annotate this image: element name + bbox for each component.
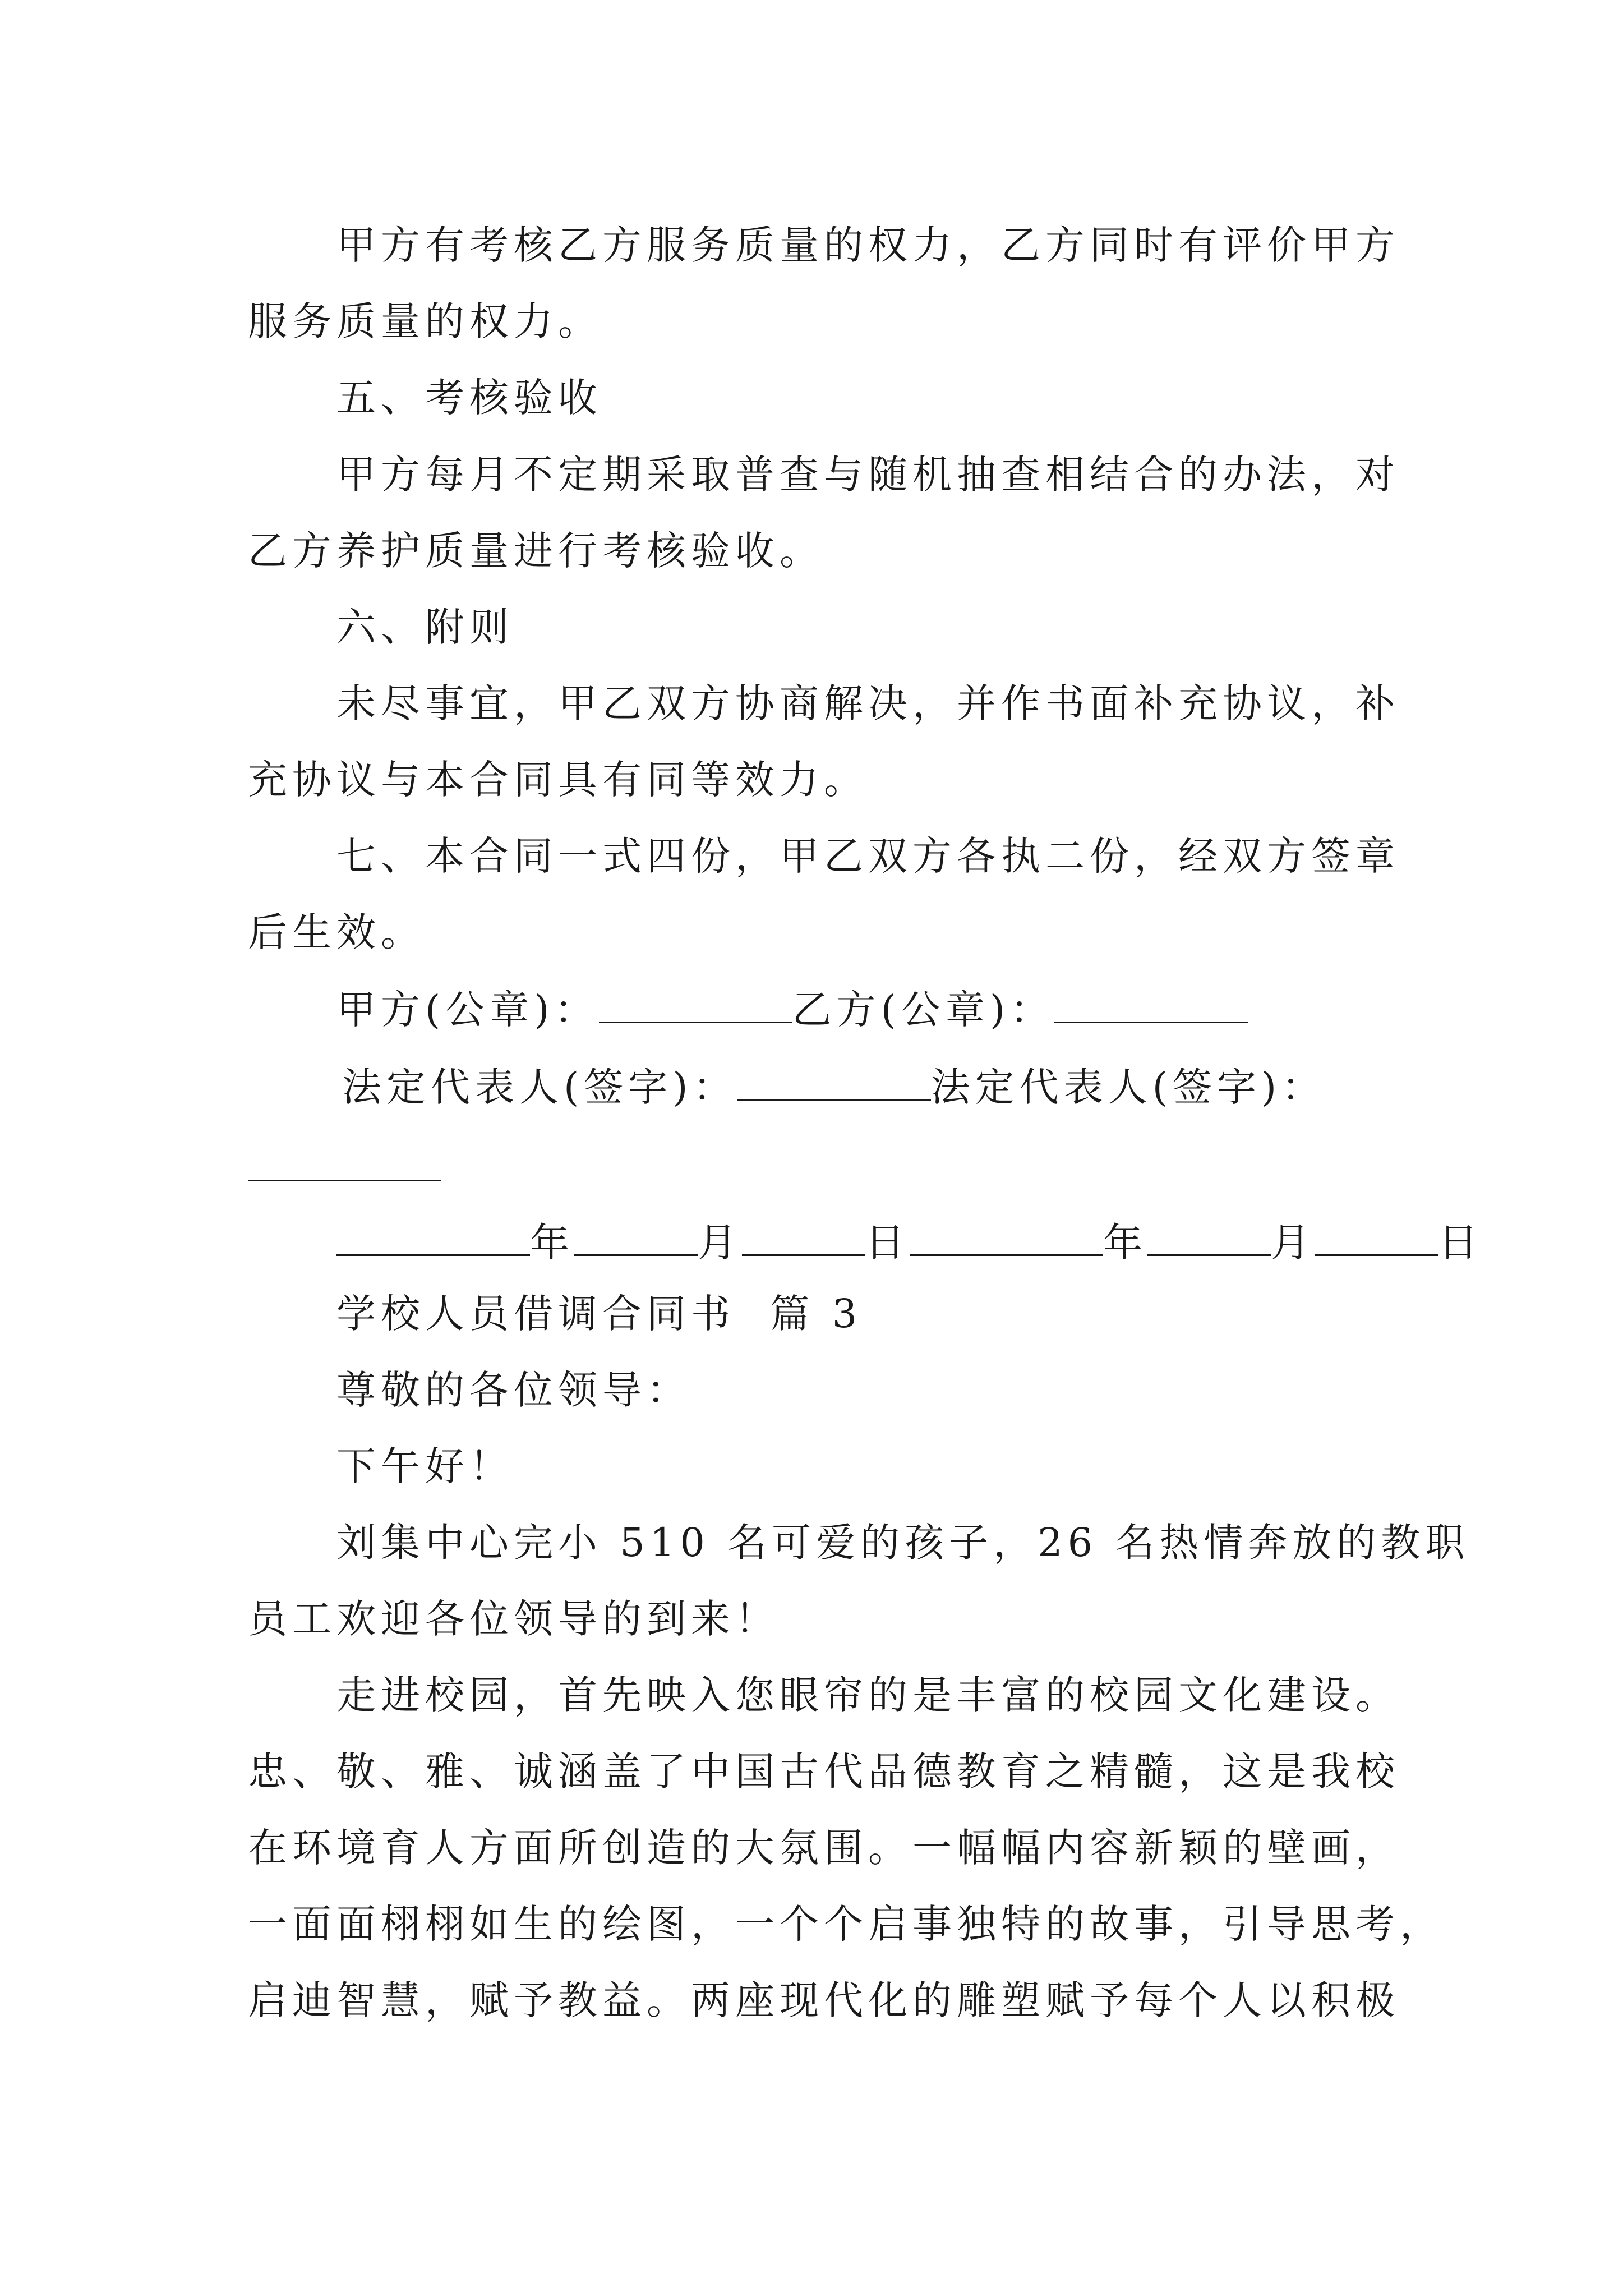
legal-rep-line	[342, 1059, 1326, 1115]
legal-rep-a-label: 法定代表人(签字)：	[342, 1064, 737, 1110]
party-a-seal-blank	[599, 987, 792, 1023]
month-blank-a	[574, 1220, 698, 1256]
year-label-a: 年	[530, 1220, 574, 1266]
seal-line	[336, 982, 1248, 1038]
speech-line: 走进校园，首先映入您眼帘的是丰富的校园文化建设。	[336, 1672, 1400, 1718]
paragraph-line: 甲方每月不定期采取普查与随机抽查相结合的办法，对	[336, 452, 1400, 498]
paragraph-line: 乙方养护质量进行考核验收。	[248, 528, 824, 574]
legal-rep-b-label: 法定代表人(签字)：	[930, 1064, 1326, 1110]
speech-line: 一面面栩栩如生的绘图，一个个启事独特的故事，引导思考，	[248, 1901, 1444, 1947]
day-blank-a	[742, 1220, 865, 1256]
legal-rep-a-blank	[737, 1064, 931, 1101]
paragraph-line: 充协议与本合同具有同等效力。	[248, 757, 868, 803]
month-label-b: 月	[1271, 1220, 1315, 1266]
paragraph-line: 未尽事宜，甲乙双方协商解决，并作书面补充协议，补	[336, 680, 1400, 726]
speech-line: 忠、敬、雅、诚涵盖了中国古代品德教育之精髓，这是我校	[248, 1749, 1400, 1795]
year-blank-b	[910, 1220, 1103, 1256]
day-label-b: 日	[1438, 1220, 1483, 1266]
greeting: 尊敬的各位领导：	[336, 1367, 691, 1413]
salutation: 下午好！	[336, 1443, 514, 1489]
month-label-a: 月	[698, 1220, 742, 1266]
section-heading: 五、考核验收	[336, 375, 602, 421]
speech-line: 员工欢迎各位领导的到来！	[248, 1596, 780, 1642]
paragraph-line: 服务质量的权力。	[248, 298, 602, 344]
day-label-a: 日	[865, 1220, 910, 1266]
paragraph-line: 后生效。	[248, 909, 425, 955]
party-b-seal-label: 乙方(公章)：	[792, 987, 1055, 1033]
year-blank-a	[336, 1220, 530, 1256]
speech-line: 刘集中心完小 510 名可爱的孩子，26 名热情奔放的教职	[336, 1520, 1470, 1566]
speech-line: 启迪智慧，赋予教益。两座现代化的雕塑赋予每个人以积极	[248, 1977, 1400, 2023]
year-label-b: 年	[1103, 1220, 1147, 1266]
speech-line: 在环境育人方面所创造的大氛围。一幅幅内容新颖的壁画，	[248, 1825, 1400, 1871]
section-heading: 六、附则	[336, 604, 514, 650]
day-blank-b	[1315, 1220, 1438, 1256]
party-a-seal-label: 甲方(公章)：	[336, 987, 599, 1033]
paragraph-line: 甲方有考核乙方服务质量的权力，乙方同时有评价甲方	[336, 222, 1400, 268]
section-title: 学校人员借调合同书 篇 3	[336, 1291, 863, 1337]
legal-rep-b-blank	[248, 1180, 441, 1181]
date-line	[336, 1214, 1483, 1271]
paragraph-line: 七、本合同一式四份，甲乙双方各执二份，经双方签章	[336, 833, 1400, 879]
party-b-seal-blank	[1054, 987, 1248, 1023]
month-blank-b	[1147, 1220, 1271, 1256]
